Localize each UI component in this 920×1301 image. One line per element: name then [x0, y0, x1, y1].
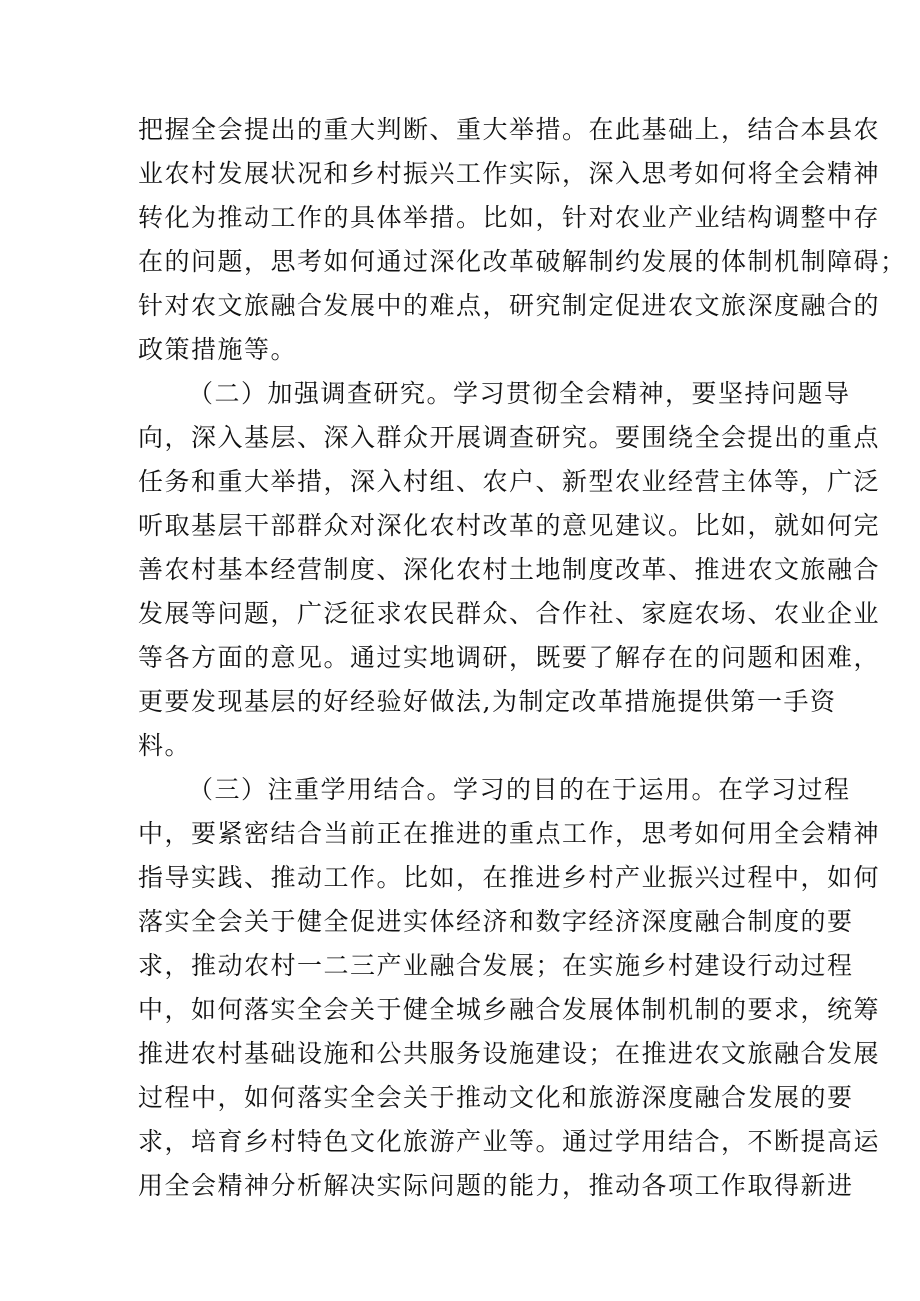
text-line: 料。 [138, 731, 192, 760]
text-line: 业农村发展状况和乡村振兴工作实际，深入思考如何将全会精神 [138, 159, 881, 188]
text-line: 指导实践、推动工作。比如，在推进乡村产业振兴过程中，如何 [138, 863, 881, 892]
text-line: 转化为推动工作的具体举措。比如，针对农业产业结构调整中存 [138, 203, 881, 232]
text-line: 更要发现基层的好经验好做法,为制定改革措施提供第一手资 [138, 687, 837, 716]
text-line: 用全会精神分析解决实际问题的能力，推动各项工作取得新进 [138, 1171, 854, 1200]
text-line: 求，推动农村一二三产业融合发展；在实施乡村建设行动过程 [138, 951, 854, 980]
text-line: 在的问题，思考如何通过深化改革破解制约发展的体制机制障碍； [138, 247, 907, 276]
text-line: 中，如何落实全会关于健全城乡融合发展体制机制的要求，统筹 [138, 995, 881, 1024]
text-line: 善农村基本经营制度、深化农村土地制度改革、推进农文旅融合 [138, 555, 881, 584]
text-line: 过程中，如何落实全会关于推动文化和旅游深度融合发展的要 [138, 1083, 854, 1112]
paragraph-heading-line: （三）注重学用结合。学习的目的在于运用。在学习过程 [188, 775, 851, 804]
paragraph-heading-line: （二）加强调查研究。学习贯彻全会精神，要坚持问题导 [188, 379, 851, 408]
text-line: 等各方面的意见。通过实地调研，既要了解存在的问题和困难， [138, 643, 881, 672]
text-line: 推进农村基础设施和公共服务设施建设；在推进农文旅融合发展 [138, 1039, 881, 1068]
text-line: 向，深入基层、深入群众开展调查研究。要围绕全会提出的重点 [138, 423, 881, 452]
text-line: 政策措施等。 [138, 335, 298, 364]
text-line: 发展等问题，广泛征求农民群众、合作社、家庭农场、农业企业 [138, 599, 881, 628]
text-line: 任务和重大举措，深入村组、农户、新型农业经营主体等，广泛 [138, 467, 881, 496]
text-line: 求，培育乡村特色文化旅游产业等。通过学用结合，不断提高运 [138, 1127, 881, 1156]
text-line: 落实全会关于健全促进实体经济和数字经济深度融合制度的要 [138, 907, 854, 936]
text-line: 把握全会提出的重大判断、重大举措。在此基础上，结合本县农 [138, 115, 881, 144]
text-line: 听取基层干部群众对深化农村改革的意见建议。比如，就如何完 [138, 511, 881, 540]
text-line: 针对农文旅融合发展中的难点，研究制定促进农文旅深度融合的 [138, 291, 881, 320]
text-line: 中，要紧密结合当前正在推进的重点工作，思考如何用全会精神 [138, 819, 881, 848]
